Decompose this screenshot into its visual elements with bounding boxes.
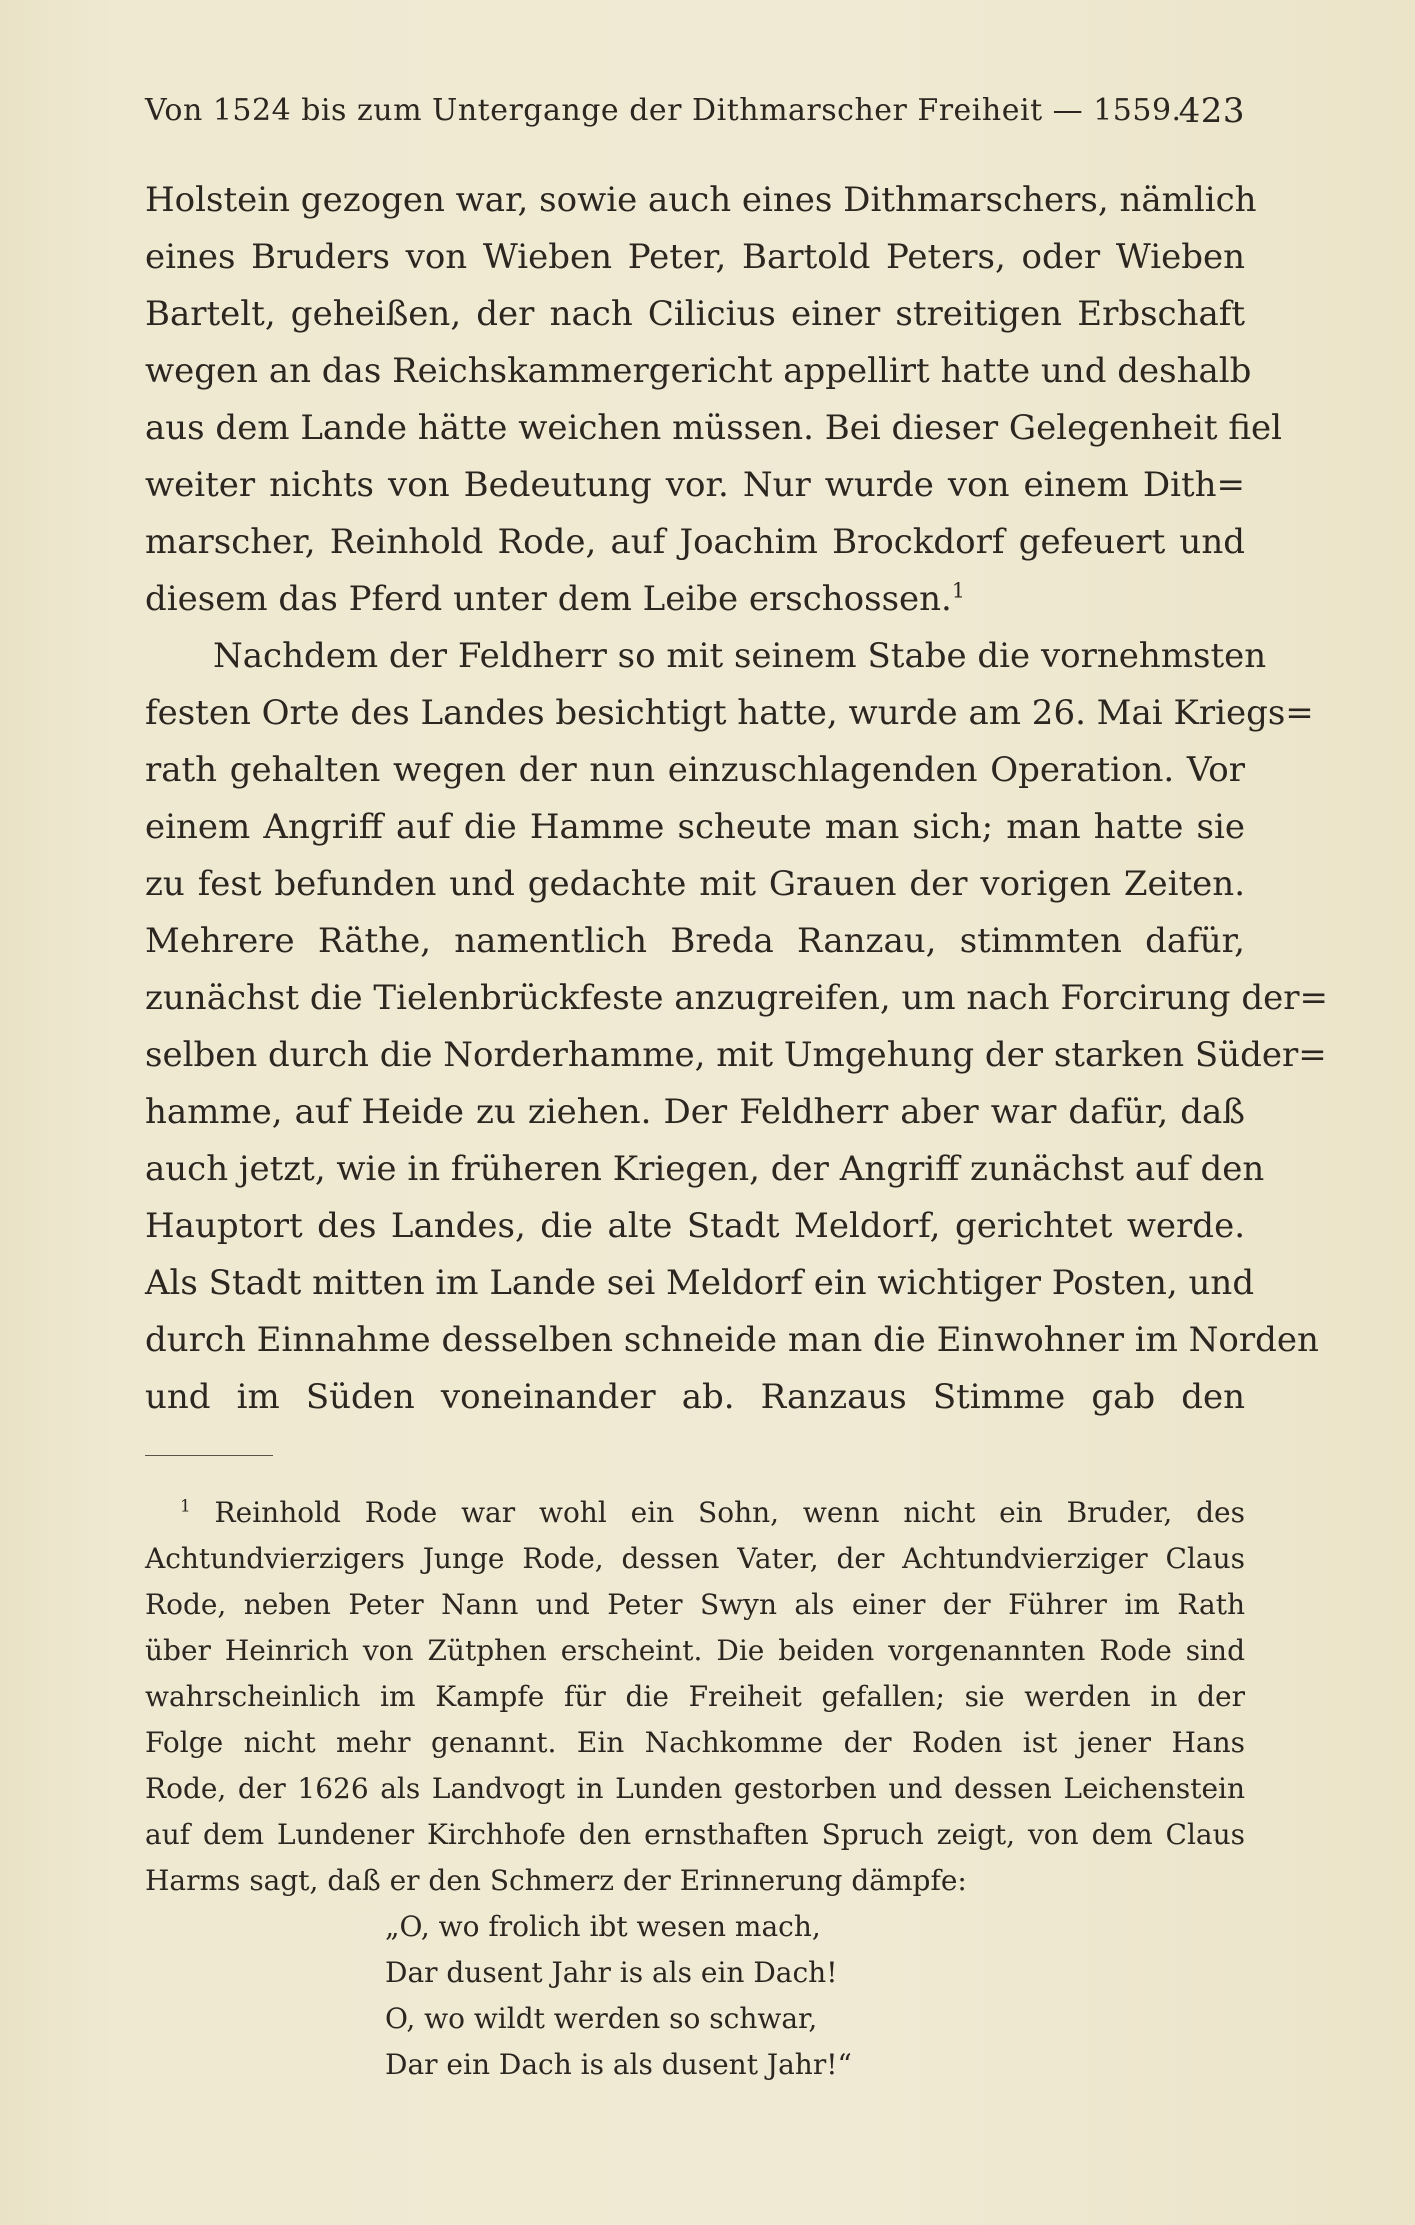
text-line: zu fest befunden und gedachte mit Grauen der vorigen Zeiten. [145, 864, 1245, 904]
text-line: festen Orte des Landes besichtigt hatte, wurde am 26. Mai Kriegs= [145, 693, 1314, 733]
text-line: weiter nichts von Bedeutung vor. Nur wurde von einem Dith= [145, 465, 1245, 505]
paragraph-first-line: Nachdem der Feldherr so mit seinem Stabe die vornehmsten [213, 636, 1267, 676]
text-line: durch Einnahme desselben schneide man die Einwohner im Norden [145, 1320, 1319, 1360]
page-number: 423 [1178, 91, 1245, 131]
text-line: zunächst die Tielenbrückfeste anzugreifen, um nach Forcirung der= [145, 978, 1328, 1018]
text-line: diesem das Pferd unter dem Leibe erschossen. [145, 579, 952, 619]
running-header [145, 86, 1245, 136]
text-line: auch jetzt, wie in früheren Kriegen, der Angriff zunächst auf den [145, 1149, 1265, 1189]
footnote-line: Folge nicht mehr genannt. Ein Nachkomme der Roden ist jener Hans [145, 1726, 1245, 1759]
verse-line: Dar ein Dach is als dusent Jahr!“ [385, 2048, 852, 2081]
text-line: einem Angriff auf die Hamme scheute man sich; man hatte sie [145, 807, 1245, 847]
footnote-first-line [180, 1490, 1245, 1536]
text-line: wegen an das Reichskammergericht appellirt hatte und deshalb [145, 351, 1252, 391]
text-line: Bartelt, geheißen, der nach Cilicius einer streitigen Erbschaft [145, 294, 1245, 334]
footnote-line: Achtundvierzigers Junge Rode, dessen Vater, der Achtundvierziger Claus [145, 1542, 1245, 1575]
verse-line: Dar dusent Jahr is als ein Dach! [385, 1956, 838, 1989]
footnote-marker: 1 [180, 1495, 191, 1516]
text-line: hamme, auf Heide zu ziehen. Der Feldherr aber war dafür, daß [145, 1092, 1245, 1132]
footnote-line: über Heinrich von Zütphen erscheint. Die beiden vorgenannten Rode sind [145, 1634, 1245, 1667]
footnote-line: Harms sagt, daß er den Schmerz der Erinnerung dämpfe: [145, 1864, 967, 1897]
text-line: Hauptort des Landes, die alte Stadt Meldorf, gerichtet werde. [145, 1206, 1245, 1246]
text-line: eines Bruders von Wieben Peter, Bartold Peters, oder Wieben [145, 237, 1245, 277]
running-title: Von 1524 bis zum Untergange der Dithmarscher Freiheit — 1559. [145, 93, 1182, 128]
text-line-with-footnote [145, 571, 965, 628]
text-line: selben durch die Norderhamme, mit Umgehung der starken Süder= [145, 1035, 1327, 1075]
footnote-line: Rode, der 1626 als Landvogt in Lunden gestorben und dessen Leichenstein [145, 1772, 1245, 1805]
text-line: aus dem Lande hätte weichen müssen. Bei dieser Gelegenheit fiel [145, 408, 1283, 448]
text-line: rath gehalten wegen der nun einzuschlagenden Operation. Vor [145, 750, 1245, 790]
text-line: marscher, Reinhold Rode, auf Joachim Brockdorf gefeuert und [145, 522, 1245, 562]
text-line: Holstein gezogen war, sowie auch eines Dithmarschers, nämlich [145, 180, 1257, 220]
text-line: und im Süden voneinander ab. Ranzaus Stimme gab den [145, 1377, 1245, 1417]
footnote-line: auf dem Lundener Kirchhofe den ernsthaften Spruch zeigt, von dem Claus [145, 1818, 1245, 1851]
footnote-divider [145, 1455, 273, 1456]
verse-line: O, wo wildt werden so schwar, [385, 2002, 818, 2035]
text-line: Als Stadt mitten im Lande sei Meldorf ein wichtiger Posten, und [145, 1263, 1255, 1303]
footnote-line: wahrscheinlich im Kampfe für die Freiheit gefallen; sie werden in der [145, 1680, 1245, 1713]
footnote-reference: 1 [951, 578, 965, 603]
footnote-line: Reinhold Rode war wohl ein Sohn, wenn nicht ein Bruder, des [214, 1496, 1245, 1529]
footnote-line: Rode, neben Peter Nann und Peter Swyn als einer der Führer im Rath [145, 1588, 1245, 1621]
verse-line: „O, wo frolich ibt wesen mach, [385, 1910, 821, 1943]
text-line: Mehrere Räthe, namentlich Breda Ranzau, stimmten dafür, [145, 921, 1245, 961]
